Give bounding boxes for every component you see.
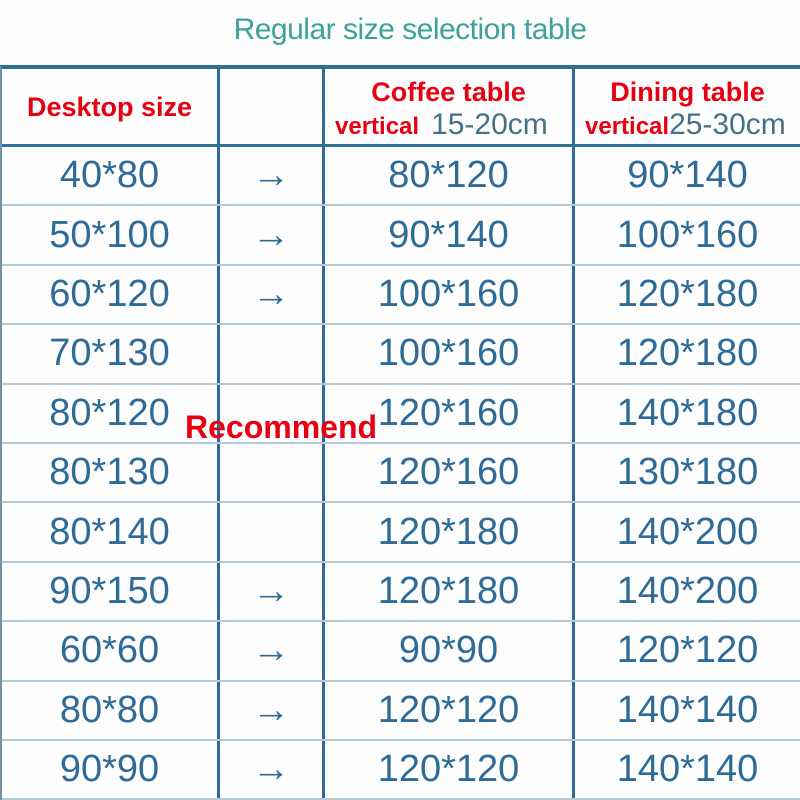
desktop-size-label: Desktop size — [26, 92, 193, 122]
header-coffee-table — [322, 69, 572, 146]
coffee-size-cell: 120*180 — [322, 503, 572, 560]
desktop-size-cell: 60*120 — [49, 272, 170, 315]
coffee-range-label: 15-20cm — [431, 108, 548, 141]
right-arrow-icon: → — [217, 206, 322, 263]
table-row — [2, 266, 800, 325]
table-row — [2, 444, 800, 503]
arrow-cell — [217, 503, 322, 560]
dining-vertical-label: vertical — [585, 113, 670, 140]
dining-size-cell: 140*140 — [572, 741, 800, 798]
dining-size-cell: 120*180 — [572, 266, 800, 323]
desktop-size-cell: 80*80 — [59, 688, 160, 731]
coffee-size-cell: 100*160 — [322, 325, 572, 382]
table-header-row — [2, 69, 800, 147]
desktop-size-cell: 80*130 — [49, 451, 170, 494]
desktop-size-cell: 60*60 — [59, 629, 160, 672]
table-row — [2, 147, 800, 206]
table-rows — [2, 147, 800, 800]
desktop-size-cell: 80*120 — [49, 391, 170, 434]
recommend-annotation: Recommend — [185, 409, 378, 445]
dining-size-cell: 140*140 — [572, 682, 800, 739]
header-dining-table — [572, 69, 800, 146]
coffee-size-cell: 90*140 — [322, 206, 572, 263]
dining-size-cell: 120*120 — [572, 622, 800, 679]
coffee-table-label: Coffee table — [371, 77, 526, 107]
desktop-size-cell: 90*150 — [49, 569, 170, 612]
table-row — [2, 325, 800, 384]
page-title: Regular size selection table — [233, 13, 587, 46]
desktop-size-cell: 90*90 — [59, 748, 160, 791]
right-arrow-icon: → — [217, 682, 322, 739]
dining-size-cell: 130*180 — [572, 444, 800, 501]
size-selection-table — [0, 65, 800, 800]
header-arrow-column — [217, 69, 322, 146]
arrow-cell — [217, 444, 322, 501]
dining-size-cell: 100*160 — [572, 206, 800, 263]
dining-range-label: 25-30cm — [669, 108, 786, 141]
table-row — [2, 385, 800, 444]
table-row — [2, 622, 800, 681]
desktop-size-cell: 40*80 — [59, 154, 160, 197]
dining-size-cell: 140*180 — [572, 385, 800, 442]
table-row — [2, 206, 800, 265]
coffee-size-cell: 120*160 — [322, 444, 572, 501]
header-desktop-size — [2, 69, 217, 146]
table-row — [2, 503, 800, 562]
desktop-size-cell: 70*130 — [49, 332, 170, 375]
coffee-table-subline — [329, 108, 568, 142]
dining-size-cell: 140*200 — [572, 563, 800, 620]
right-arrow-icon: → — [217, 266, 322, 323]
coffee-size-cell: 90*90 — [322, 622, 572, 679]
dining-table-label: Dining table — [610, 77, 765, 107]
dining-size-cell: 120*180 — [572, 325, 800, 382]
table-row — [2, 563, 800, 622]
coffee-size-cell: 120*120 — [322, 741, 572, 798]
right-arrow-icon: → — [217, 741, 322, 798]
desktop-size-cell: 80*140 — [49, 510, 170, 553]
right-arrow-icon: → — [217, 622, 322, 679]
table-row — [2, 682, 800, 741]
dining-size-cell: 140*200 — [572, 503, 800, 560]
coffee-size-cell: 120*180 — [322, 563, 572, 620]
arrow-cell — [217, 325, 322, 382]
desktop-size-cell: 50*100 — [49, 213, 170, 256]
table-row — [2, 741, 800, 800]
dining-table-subline — [579, 108, 796, 142]
dining-size-cell: 90*140 — [572, 147, 800, 204]
coffee-size-cell: 120*120 — [322, 682, 572, 739]
coffee-size-cell: 100*160 — [322, 266, 572, 323]
right-arrow-icon: → — [217, 147, 322, 204]
coffee-size-cell: 80*120 — [322, 147, 572, 204]
right-arrow-icon: → — [217, 563, 322, 620]
coffee-vertical-label: vertical — [335, 113, 420, 140]
coffee-size-cell: 120*160 — [322, 385, 572, 442]
